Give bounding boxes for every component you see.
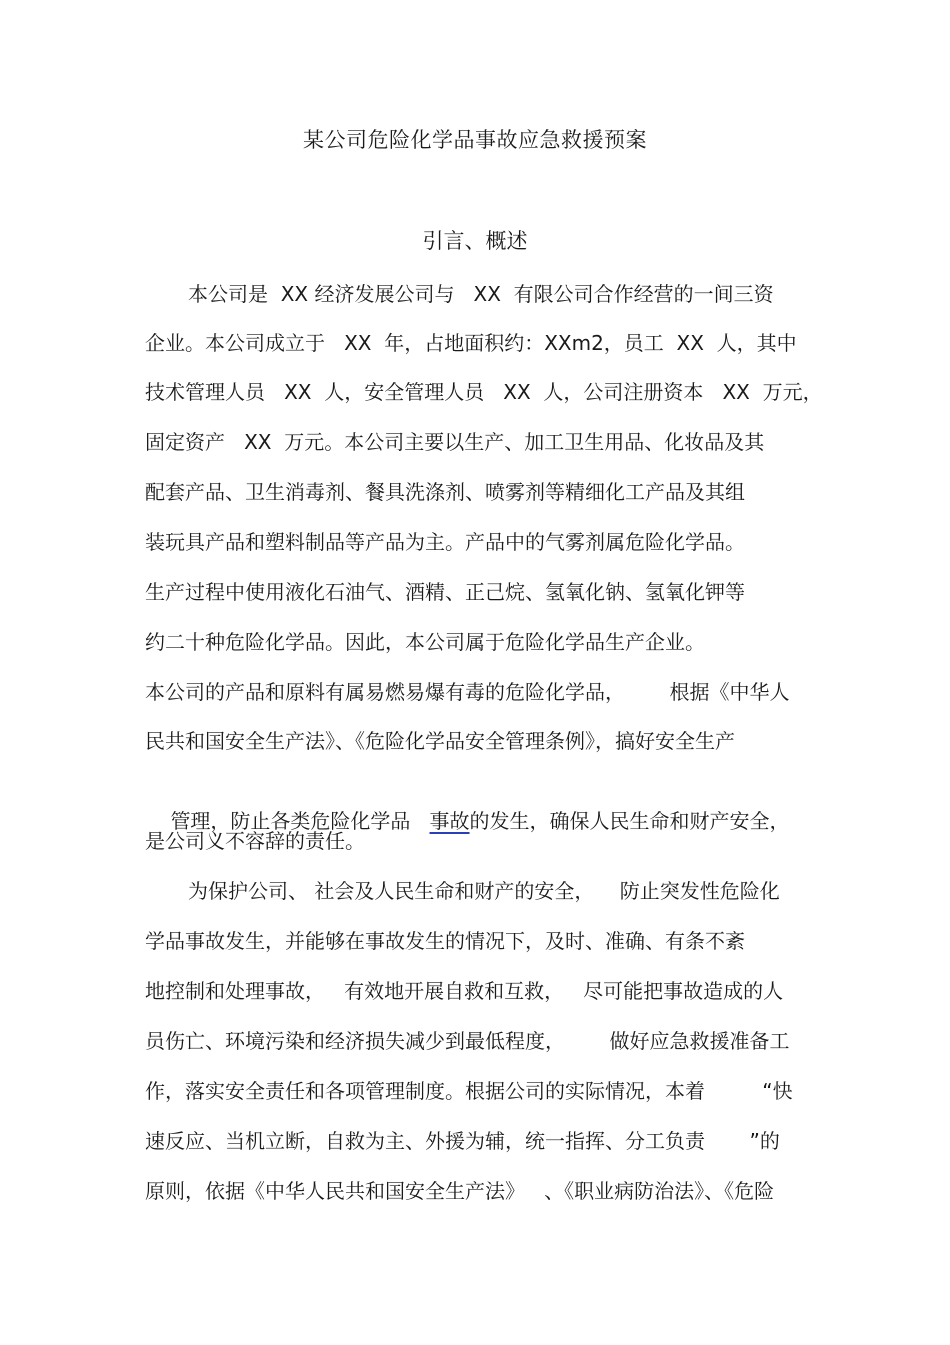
paragraph-line: 生产过程中使用液化石油气、酒精、正己烷、氢氧化钠、氢氧化钾等	[145, 580, 745, 604]
paragraph-line: 员伤亡、环境污染和经济损失减少到最低程度， 做好应急救援准备工	[145, 1029, 790, 1053]
paragraph-line: 原则，依据《中华人民共和国安全生产法》 、《职业病防治法》、《危险	[145, 1179, 775, 1203]
paragraph-line: 装玩具产品和塑料制品等产品为主。产品中的气雾剂属危险化学品。	[145, 530, 745, 554]
paragraph-line: 作，落实安全责任和各项管理制度。根据公司的实际情况，本着 “快	[145, 1079, 793, 1103]
paragraph-line: 配套产品、卫生消毒剂、餐具洗涤剂、喷雾剂等精细化工产品及其组	[145, 480, 745, 504]
paragraph-line: 本公司的产品和原料有属易燃易爆有毒的危险化学品， 根据《中华人	[145, 680, 790, 704]
paragraph-line: 是公司义不容辞的责任。	[145, 829, 365, 853]
paragraph-line: 为保护公司、 社会及人民生命和财产的安全， 防止突发性危险化	[188, 879, 780, 903]
section-heading: 引言、概述	[422, 229, 528, 253]
paragraph-line: 地控制和处理事故， 有效地开展自救和互救， 尽可能把事故造成的人	[145, 979, 784, 1003]
paragraph-line: 企业。本公司成立于 XX 年，占地面积约：XXm2，员工 XX 人，其中	[145, 331, 797, 355]
accident-link[interactable]: 事故	[429, 809, 470, 833]
paragraph-line: 民共和国安全生产法》、《危险化学品安全管理条例》，搞好安全生产	[145, 729, 735, 753]
line-text: 的发生，确保人民生命和财产安全，	[469, 809, 790, 833]
line-text: 管理，防止各类危险化学品	[170, 809, 411, 833]
paragraph-line: 本公司是 XX 经济发展公司与 XX 有限公司合作经营的一间三资	[188, 282, 774, 306]
document-title: 某公司危险化学品事故应急救援预案	[303, 128, 647, 152]
paragraph-line: 技术管理人员 XX 人，安全管理人员 XX 人，公司注册资本 XX 万元，	[145, 380, 823, 404]
paragraph-line: 固定资产 XX 万元。本公司主要以生产、加工卫生用品、化妆品及其	[145, 430, 765, 454]
paragraph-line: 学品事故发生，并能够在事故发生的情况下，及时、准确、有条不紊	[145, 929, 745, 953]
paragraph-line: 约二十种危险化学品。因此，本公司属于危险化学品生产企业。	[145, 630, 705, 654]
paragraph-line: 速反应、当机立断，自救为主、外援为辅，统一指挥、分工负责 ”的	[145, 1129, 780, 1153]
